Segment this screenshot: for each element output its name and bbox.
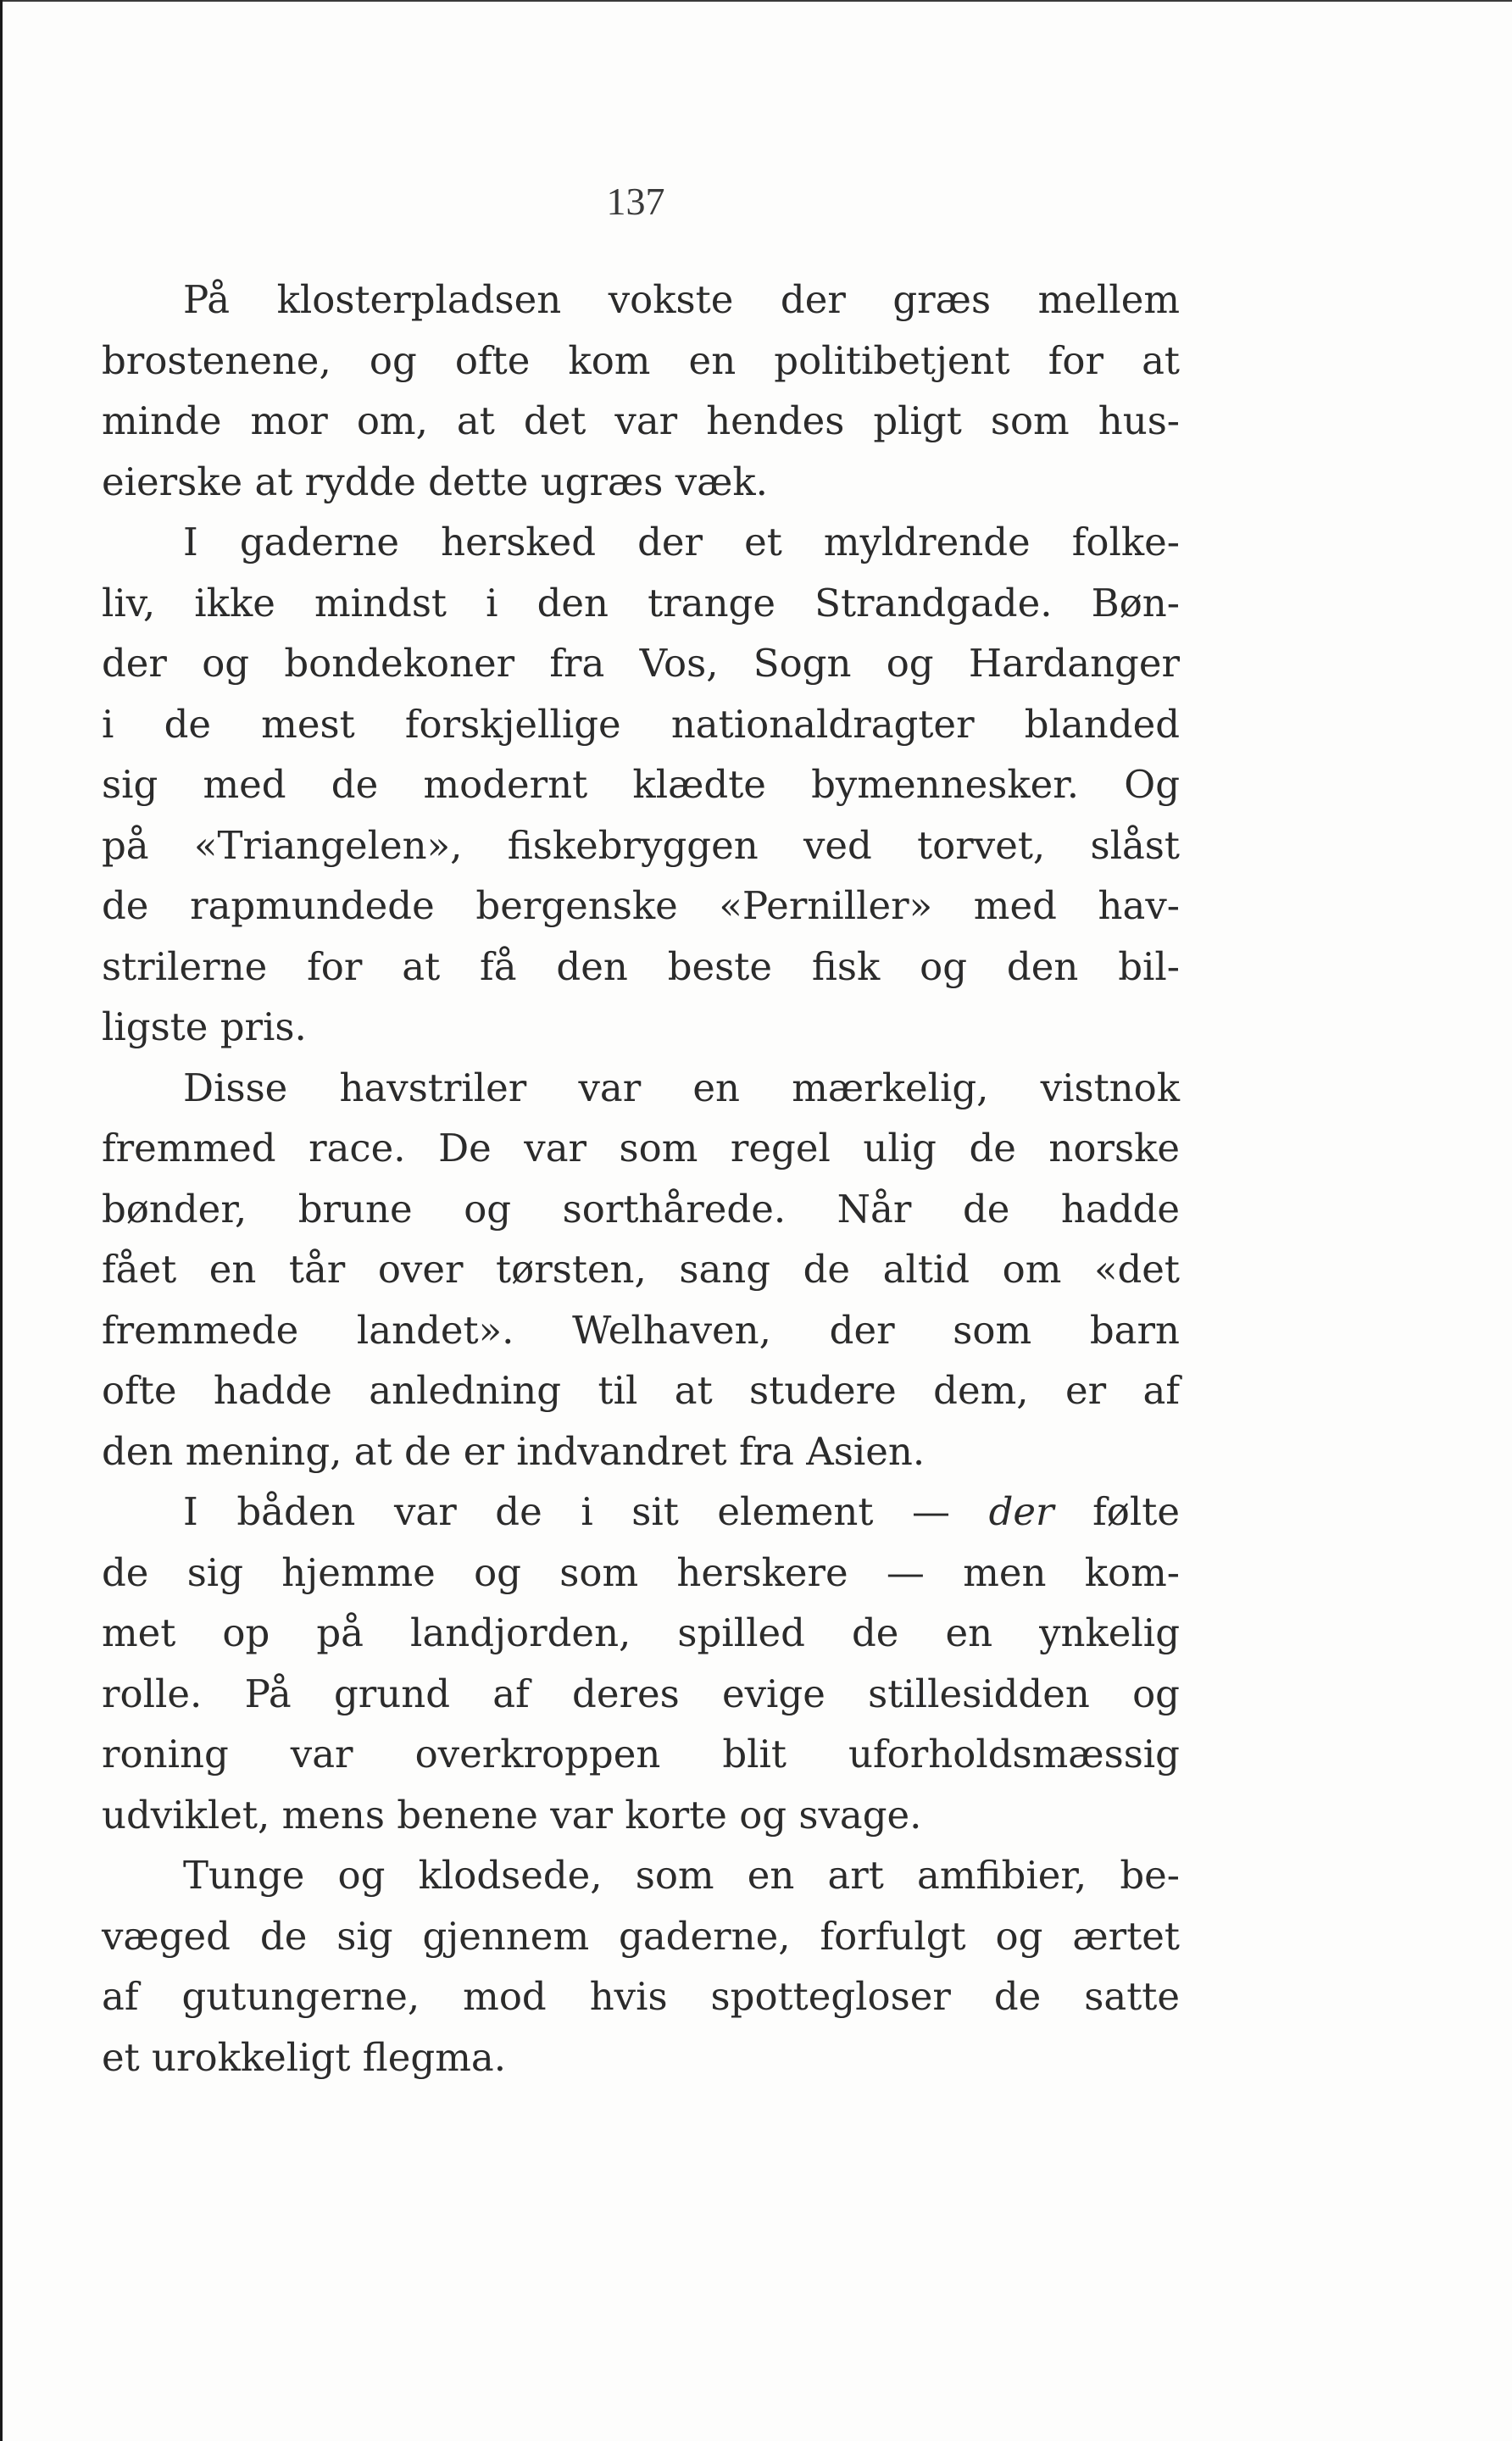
- scan-edge-left: [0, 0, 3, 2441]
- text-line: fået en tår over tørsten, sang de altid om «det: [102, 1247, 1180, 1292]
- text-line: ofte hadde anledning til at studere dem, er af: [102, 1368, 1180, 1413]
- text-line: liv, ikke mindst i den trange Strandgade. Bøn-: [102, 580, 1180, 626]
- text-line: met op på landjorden, spilled de en ynkelig: [102, 1610, 1180, 1655]
- text-line: strilerne for at få den beste fisk og den bil-: [102, 943, 1180, 989]
- text-line: ligste pris.: [102, 1004, 307, 1049]
- emphasized-word: der: [988, 1489, 1054, 1534]
- text-line: Tunge og klodsede, som en art amfibier, be-: [183, 1853, 1180, 1898]
- text-line: væged de sig gjennem gaderne, forfulgt og ærtet: [102, 1913, 1180, 1959]
- text-line: På klosterpladsen vokste der græs mellem: [183, 277, 1180, 322]
- text-line: fremmed race. De var som regel ulig de norske: [102, 1126, 1180, 1170]
- text-line: i de mest forskjellige nationaldragter blanded: [102, 701, 1180, 747]
- text-line: på «Triangelen», fiskebryggen ved torvet, slåst: [102, 822, 1180, 868]
- text-line: eierske at rydde dette ugræs væk.: [102, 459, 768, 504]
- page-number: 137: [606, 180, 665, 223]
- text-line: Disse havstriler var en mærkelig, vistnok: [183, 1065, 1180, 1110]
- text-line: de sig hjemme og som herskere — men kom-: [102, 1549, 1180, 1595]
- text-line: de rapmundede bergenske «Perniller» med hav-: [102, 883, 1180, 928]
- text-line: roning var overkroppen blit uforholdsmæssig: [102, 1732, 1180, 1777]
- text-line: I gaderne hersked der et myldrende folke-: [183, 520, 1180, 564]
- text-line: [102, 1482, 1180, 1543]
- text-line: der og bondekoner fra Vos, Sogn og Hardanger: [102, 641, 1180, 686]
- text-line: den mening, at de er indvandret fra Asien.: [102, 1428, 926, 1474]
- text-line: af gutungerne, mod hvis spottegloser de satte: [102, 1974, 1180, 2019]
- text-line: minde mor om, at det var hendes pligt som hus-: [102, 398, 1180, 443]
- text-line: sig med de modernt klædte bymennesker. Og: [102, 762, 1180, 807]
- text-line: et urokkeligt flegma.: [102, 2034, 507, 2080]
- text-segment: følte: [1092, 1489, 1180, 1534]
- text-line: rolle. På grund af deres evige stillesidden og: [102, 1671, 1180, 1716]
- text-line: brostenene, og ofte kom en politibetjent for at: [102, 337, 1180, 383]
- body-text: [102, 270, 1180, 2088]
- text-line: udviklet, mens benene var korte og svage.: [102, 1792, 922, 1838]
- text-line: bønder, brune og sorthårede. Når de hadde: [102, 1186, 1180, 1232]
- text-line: fremmede landet». Welhaven, der som barn: [102, 1307, 1180, 1353]
- text-segment: I båden var de i sit element —: [183, 1489, 951, 1534]
- scan-edge-top: [0, 0, 1512, 2]
